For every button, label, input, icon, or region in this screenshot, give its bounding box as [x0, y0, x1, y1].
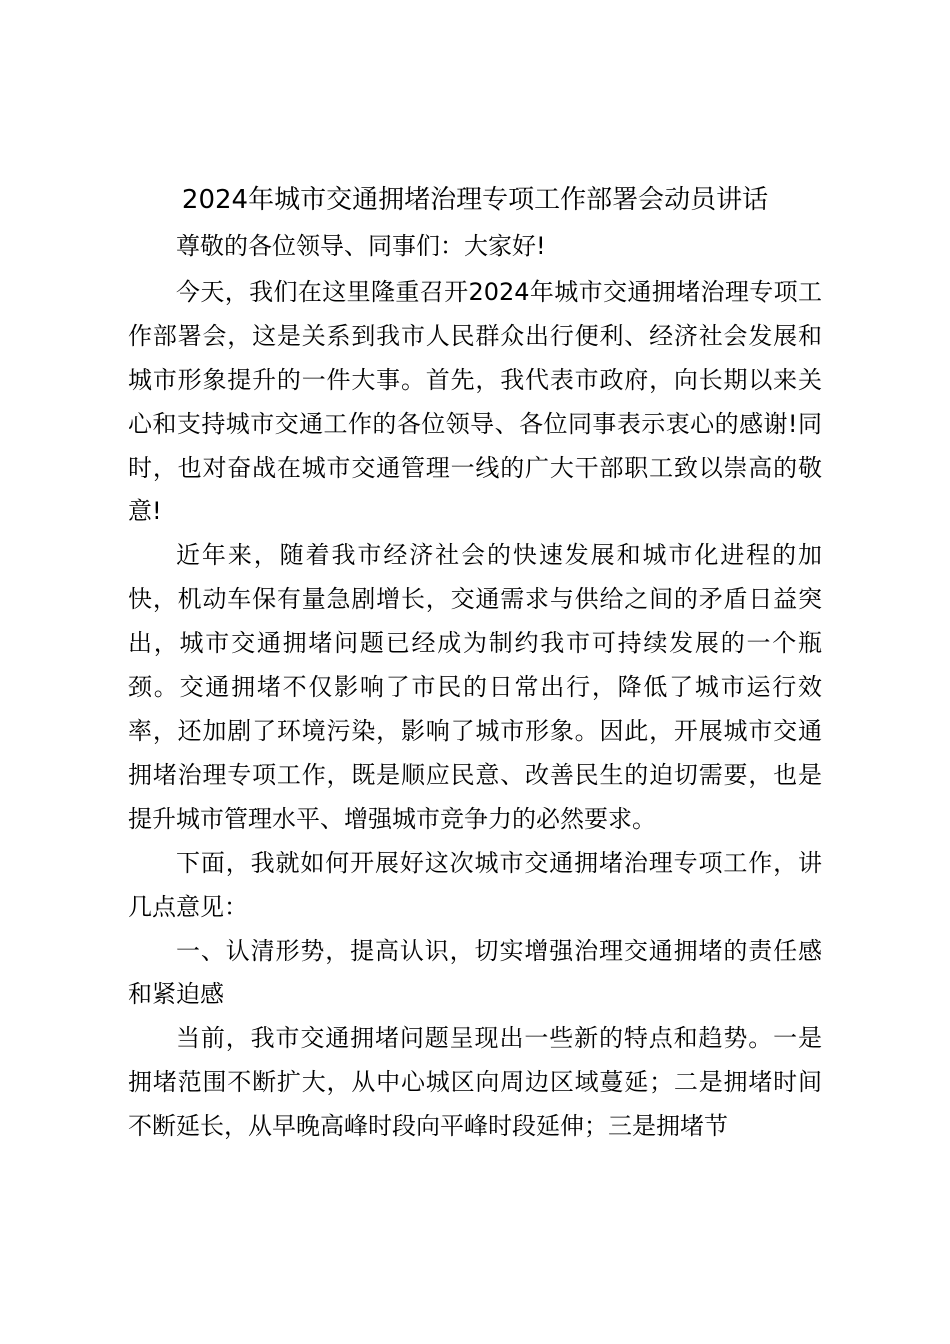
section-paragraph: 当前，我市交通拥堵问题呈现出一些新的特点和趋势。一是拥堵范围不断扩大，从中心城区向周边区域蔓延；二是拥堵时间不断延长，从早晚高峰时段向平峰时段延伸；三是拥堵节 [128, 1024, 822, 1141]
salutation: 尊敬的各位领导、同事们：大家好! [176, 232, 546, 260]
document-title: 2024年城市交通拥堵治理专项工作部署会动员讲话 [181, 185, 769, 215]
paragraph-transition: 下面，我就如何开展好这次城市交通拥堵治理专项工作，讲几点意见： [128, 848, 822, 921]
document-body [128, 225, 822, 1149]
paragraph-background: 近年来，随着我市经济社会的快速发展和城市化进程的加快，机动车保有量急剧增长，交通需求与供给之间的矛盾日益突出，城市交通拥堵问题已经成为制约我市可持续发展的一个瓶颈。交通拥堵不仅影响了市民的日常出行，降低了城市运行效率，还加剧了环境污染，影响了城市形象。因此，开展城市交通拥堵治理专项工作，既是顺应民意、改善民生的迫切需要，也是提升城市管理水平、增强城市竞争力的必然要求。 [128, 541, 822, 833]
paragraph-opening: 今天，我们在这里隆重召开2024年城市交通拥堵治理专项工作部署会，这是关系到我市人民群众出行便利、经济社会发展和城市形象提升的一件大事。首先，我代表市政府，向长期以来关心和支持城市交通工作的各位领导、各位同事表示衷心的感谢!同时，也对奋战在城市交通管理一线的广大干部职工致以崇高的敬意! [128, 277, 822, 526]
section-heading: 一、认清形势，提高认识，切实增强治理交通拥堵的责任感和紧迫感 [128, 936, 822, 1009]
